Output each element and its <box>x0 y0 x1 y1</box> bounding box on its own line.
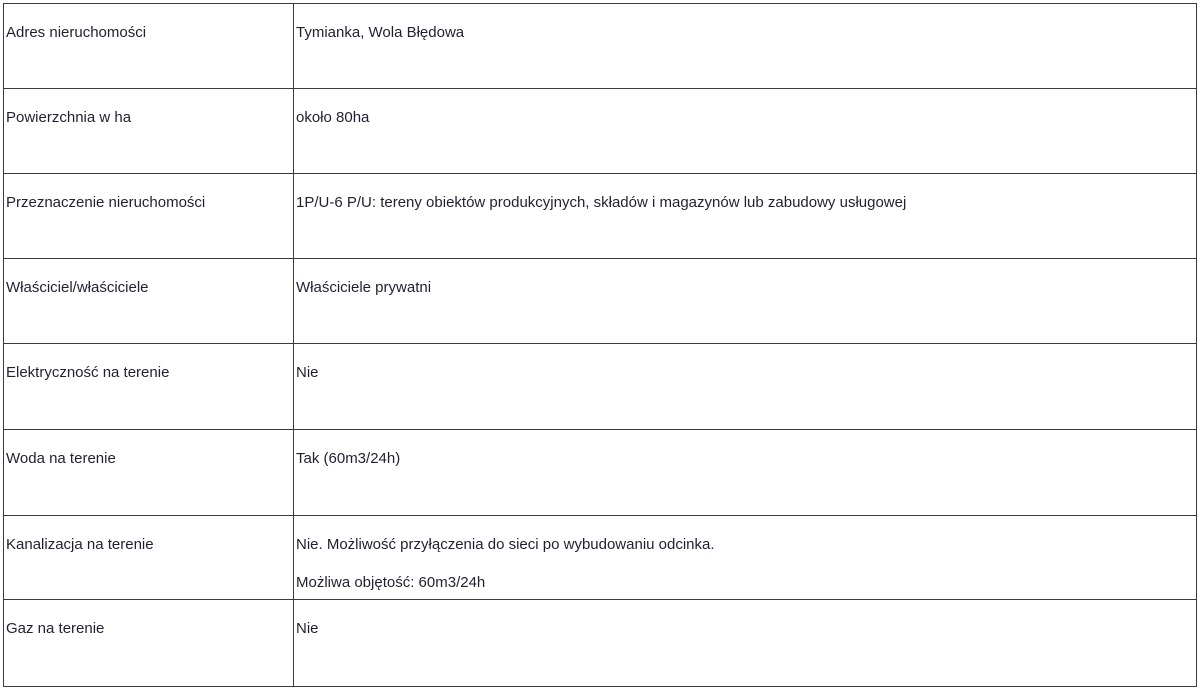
row-label-cell <box>4 89 294 174</box>
table-row-address <box>4 4 1197 89</box>
row-label: Przeznaczenie nieruchomości <box>6 194 206 211</box>
row-value-cell <box>294 4 1197 89</box>
row-label: Adres nieruchomości <box>6 24 147 41</box>
row-label: Elektryczność na terenie <box>6 364 170 381</box>
row-label: Powierzchnia w ha <box>6 109 132 126</box>
table-row-purpose <box>4 174 1197 259</box>
row-label-cell <box>4 516 294 600</box>
row-label-cell <box>4 4 294 89</box>
row-value-cell <box>294 516 1197 600</box>
table-row-water <box>4 430 1197 516</box>
row-label: Woda na terenie <box>6 450 116 467</box>
row-value: Tymianka, Wola Błędowa <box>296 24 465 41</box>
table-row-gas <box>4 600 1197 687</box>
row-label-cell <box>4 259 294 344</box>
property-details-table <box>3 3 1197 687</box>
row-label-cell <box>4 600 294 687</box>
row-value: około 80ha <box>296 109 370 126</box>
row-value: Nie. Możliwość przyłączenia do sieci po wybudowaniu odcinka. <box>296 536 715 553</box>
table-row-area <box>4 89 1197 174</box>
row-value-cell <box>294 174 1197 259</box>
row-label: Gaz na terenie <box>6 620 105 637</box>
row-value-secondary: Możliwa objętość: 60m3/24h <box>296 574 486 591</box>
row-value-cell <box>294 430 1197 516</box>
table-row-owner <box>4 259 1197 344</box>
row-label: Właściciel/właściciele <box>6 279 149 296</box>
row-value: 1P/U-6 P/U: tereny obiektów produkcyjnych, składów i magazynów lub zabudowy usługowej <box>296 194 907 211</box>
row-label-cell <box>4 430 294 516</box>
row-label-cell <box>4 344 294 430</box>
table-row-electricity <box>4 344 1197 430</box>
table-row-sewage <box>4 516 1197 600</box>
row-label: Kanalizacja na terenie <box>6 536 154 553</box>
row-value-cell <box>294 600 1197 687</box>
row-value-cell <box>294 344 1197 430</box>
row-value: Nie <box>296 364 319 381</box>
row-value-cell <box>294 259 1197 344</box>
row-label-cell <box>4 174 294 259</box>
row-value-cell <box>294 89 1197 174</box>
row-value: Tak (60m3/24h) <box>296 450 401 467</box>
row-value: Nie <box>296 620 319 637</box>
row-value: Właściciele prywatni <box>296 279 432 296</box>
